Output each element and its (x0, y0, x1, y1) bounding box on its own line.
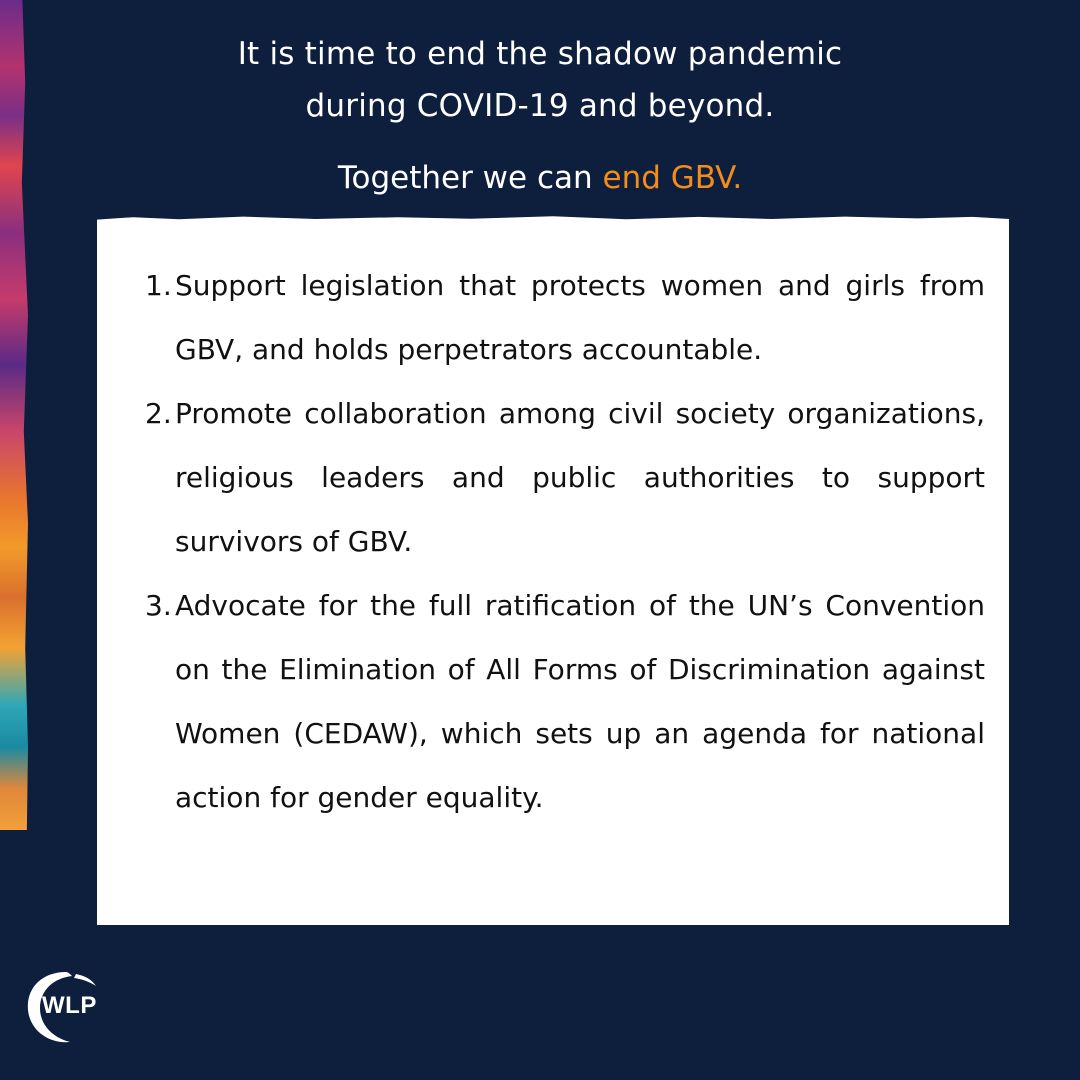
action-list-card (97, 220, 1009, 925)
list-item (97, 254, 985, 382)
list-item-number: 3. (145, 589, 172, 622)
headline-line-2: during COVID-19 and beyond. (305, 88, 775, 124)
action-list (97, 254, 985, 830)
list-item (97, 382, 985, 574)
list-item-text: Support legislation that protects women and girls from GBV, and holds perpetrators accountable. (175, 269, 985, 366)
headline (0, 28, 1080, 132)
list-item-text: Advocate for the full ratification of the UN’s Convention on the Elimination of All Forms of Discrimination against Women (CEDAW), which sets up an agenda for national action for gender equality. (175, 589, 985, 814)
list-item (97, 574, 985, 830)
logo-text: WLP (42, 992, 97, 1019)
wlp-logo (20, 966, 114, 1048)
list-item-number: 1. (145, 269, 172, 302)
list-item-text: Promote collaboration among civil society organizations, religious leaders and public authorities to support survivors of GBV. (175, 397, 985, 558)
tagline-accent: end GBV. (602, 160, 743, 196)
tagline-prefix: Together we can (337, 160, 603, 196)
headline-line-1: It is time to end the shadow pandemic (237, 36, 843, 72)
list-item-number: 2. (145, 397, 172, 430)
tagline (0, 152, 1080, 204)
